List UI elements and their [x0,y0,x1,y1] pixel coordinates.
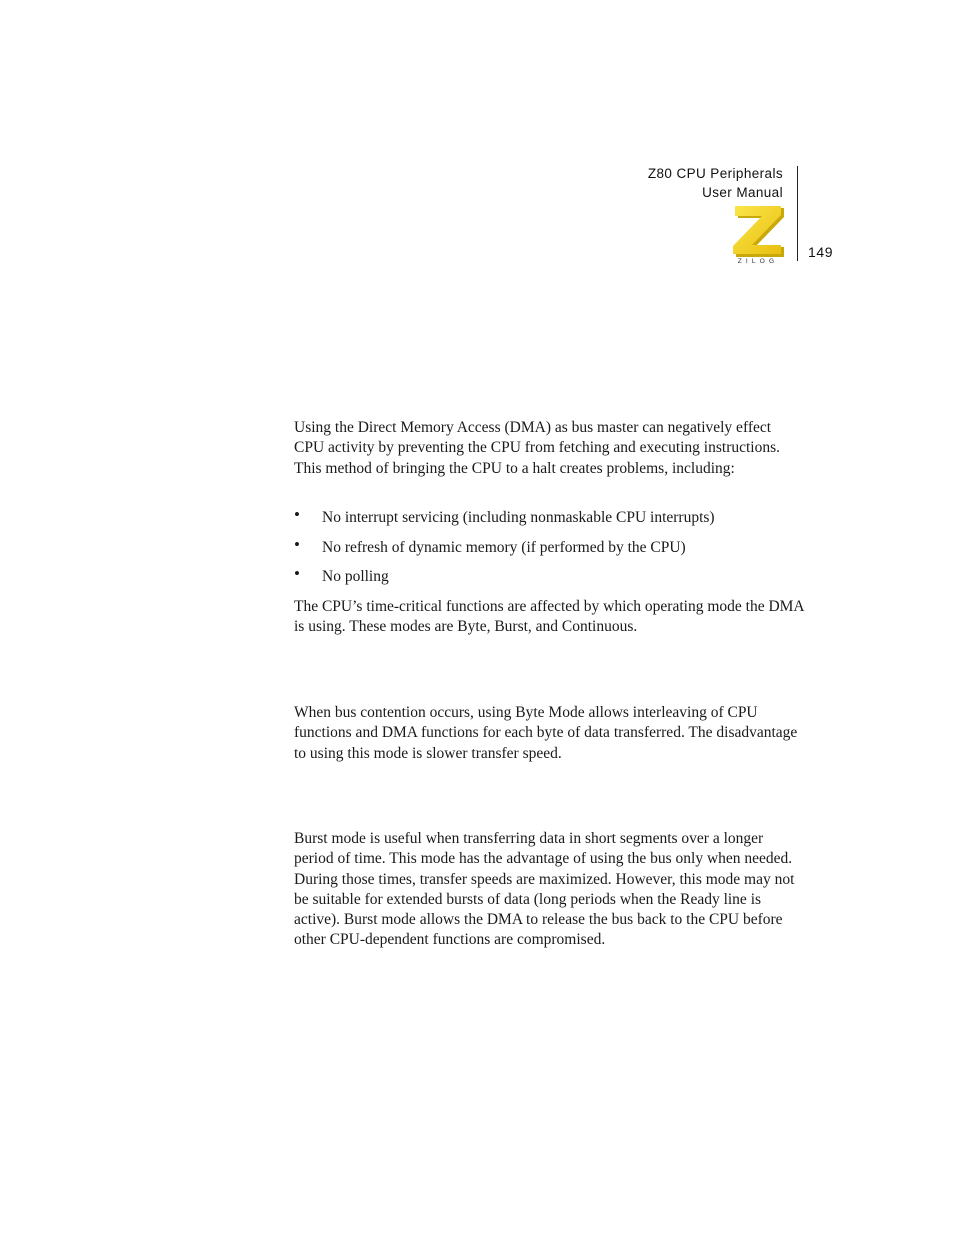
list-item [294,505,804,538]
header-divider [797,166,798,261]
byte-mode-paragraph: When bus contention occurs, using Byte Mode allows interleaving of CPU functions and DMA functions for each byte of data transferred. The disadvantage to using this mode is slower transfer speed. [294,704,798,762]
modes-paragraph: The CPU’s time-critical functions are affected by which operating mode the DMA is using. These modes are Byte, Burst, and Continuous. [294,598,804,636]
page-number: 149 [808,244,834,260]
list-item-text: No polling [322,568,389,586]
list-item-text: No interrupt servicing (including nonmaskable CPU interrupts) [322,509,715,526]
running-header [648,164,783,202]
bullet-icon: • [294,505,300,524]
intro-paragraph: Using the Direct Memory Access (DMA) as bus master can negatively effect CPU activity by preventing the CPU from fetching and executing instructions. This method of bringing the CPU to a halt creates problems, including: [294,419,781,477]
zilog-logo [729,204,787,264]
bullet-icon: • [294,564,300,584]
burst-mode-paragraph: Burst mode is useful when transferring data in short segments over a longer period of time. This mode has the advantage of using the bus only when needed. During those times, transfer speeds are maximized. However, this mode may not be suitable for extended bursts of data (long periods when the Ready line is active). Burst mode allows the DMA to release the bus back to the CPU before other CPU-dependent functions are compromised. [294,830,795,949]
header-title-line2: User Manual [702,185,783,200]
zilog-wordmark: ZILOG [737,258,779,264]
header-title-line1: Z80 CPU Peripherals [647,166,783,181]
bullet-icon: • [294,534,300,554]
zilog-z-mark [733,206,781,254]
list-item-text: No refresh of dynamic memory (if performed by the CPU) [322,538,686,556]
list-item [294,534,804,568]
consequence-list [294,505,804,597]
list-item [294,564,804,597]
